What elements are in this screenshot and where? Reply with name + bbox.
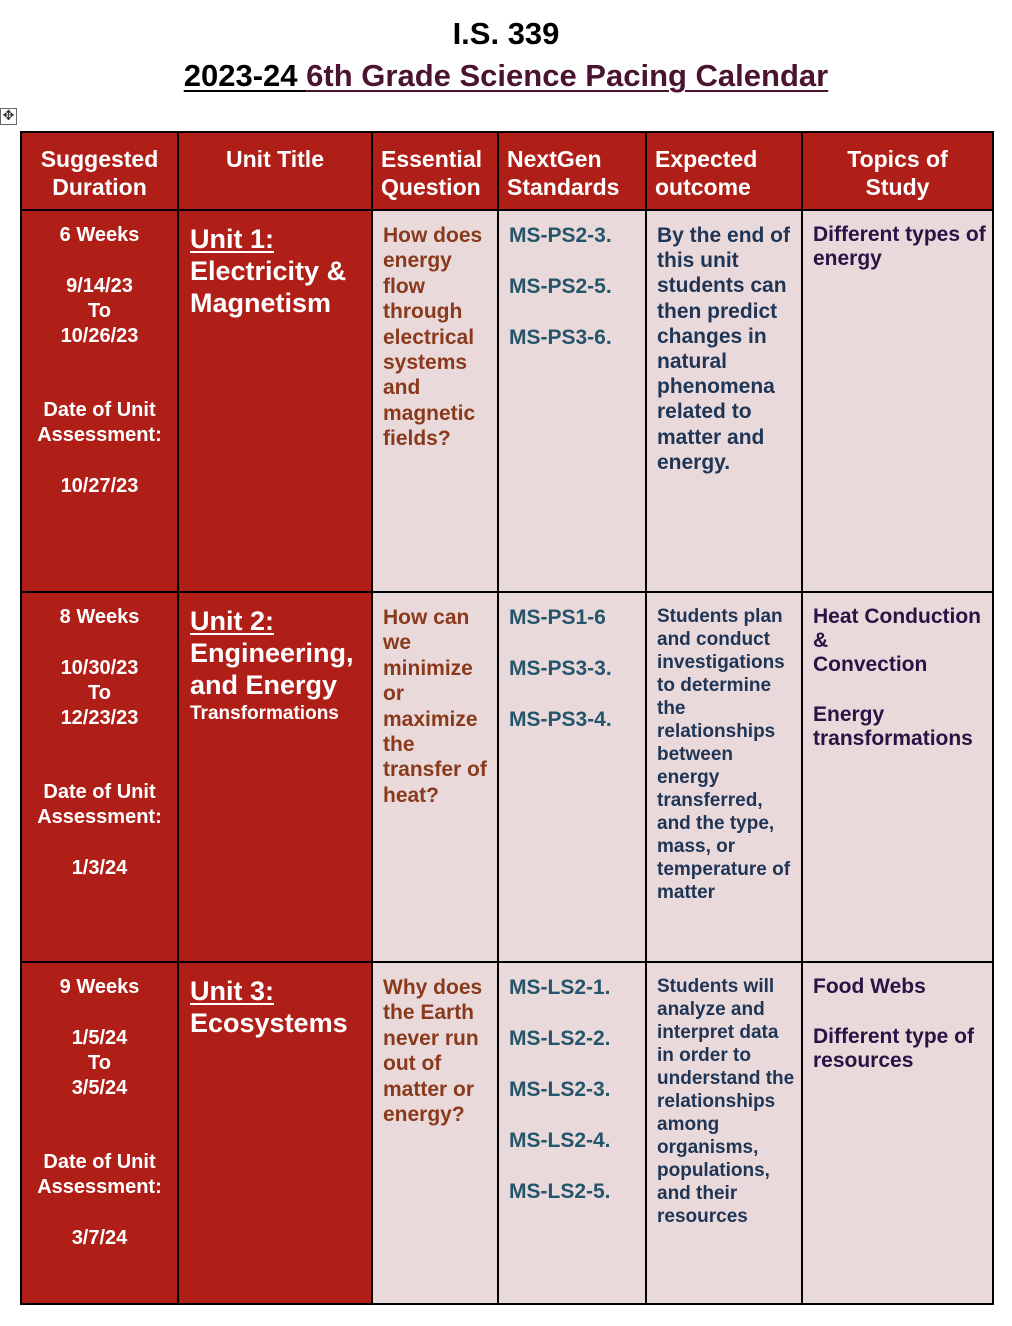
standards-cell: [498, 962, 646, 1304]
standard: MS-PS2-3.: [509, 224, 612, 247]
assessment-date: 3/7/24: [71, 1227, 128, 1249]
unit-title-cell: [178, 592, 372, 962]
unit-title-cell: [178, 962, 372, 1304]
to-label: To: [88, 682, 111, 704]
subtitle-space: [298, 58, 307, 93]
topic: Energy transformations: [813, 703, 973, 750]
topic: Heat Conduction: [813, 605, 981, 628]
unit-label: Unit 3:: [190, 976, 274, 1006]
unit-name-3: Transformations: [190, 703, 339, 724]
unit-title-cell: [178, 210, 372, 592]
standard: MS-PS3-3.: [509, 657, 612, 680]
unit-name: Engineering,: [190, 638, 354, 668]
start-date: 9/14/23: [66, 275, 133, 297]
expected-outcome-cell: Students will analyze and interpret data in order to understand the relationships among organisms, populations, and their resources: [646, 962, 802, 1304]
topics-cell: [802, 962, 993, 1304]
standards-cell: [498, 210, 646, 592]
pacing-calendar-table: [20, 131, 994, 1305]
expected-outcome-cell: By the end of this unit students can then predict changes in natural phenomena related to matter and energy.: [646, 210, 802, 592]
unit-name-2: and Energy: [190, 670, 338, 700]
topic: Food Webs: [813, 975, 926, 998]
table-row: [21, 592, 993, 962]
subtitle-year: 2023-24: [183, 58, 298, 93]
standard: MS-LS2-4.: [509, 1129, 611, 1152]
standard: MS-PS1-6: [509, 606, 606, 629]
assessment-label-2: Assessment:: [37, 424, 162, 446]
standard: MS-LS2-1.: [509, 976, 611, 999]
weeks: 9 Weeks: [59, 976, 140, 998]
table-row: [21, 962, 993, 1304]
assessment-date: 10/27/23: [60, 475, 139, 497]
essential-question-cell: Why does the Earth never run out of matter or energy?: [372, 962, 498, 1304]
standard: MS-PS3-6.: [509, 326, 612, 349]
end-date: 10/26/23: [60, 325, 139, 347]
to-label: To: [88, 1052, 111, 1074]
topics-cell: [802, 592, 993, 962]
end-date: 12/23/23: [60, 707, 139, 729]
standard: MS-PS3-4.: [509, 708, 612, 731]
topics-cell: [802, 210, 993, 592]
expected-outcome-cell: Students plan and conduct investigations to determine the relationships between energy transferred, and the type, mass, or temperature of matter: [646, 592, 802, 962]
weeks: 8 Weeks: [59, 606, 140, 628]
assessment-label: Date of Unit: [43, 781, 156, 803]
unit-label: Unit 1:: [190, 224, 274, 254]
standards-cell: [498, 592, 646, 962]
essential-question-cell: How does energy flow through electrical systems and magnetic fields?: [372, 210, 498, 592]
topic: Different types of energy: [813, 223, 986, 270]
assessment-label: Date of Unit: [43, 399, 156, 421]
table-header-row: [21, 132, 993, 210]
start-date: 1/5/24: [71, 1027, 128, 1049]
assessment-label-2: Assessment:: [37, 1176, 162, 1198]
duration-cell: [21, 210, 178, 592]
table-move-handle-icon[interactable]: ✥: [0, 108, 17, 125]
duration-cell: [21, 962, 178, 1304]
standard: MS-LS2-3.: [509, 1078, 611, 1101]
standard: MS-LS2-2.: [509, 1027, 611, 1050]
standard: MS-LS2-5.: [509, 1180, 611, 1203]
assessment-label-2: Assessment:: [37, 806, 162, 828]
duration-cell: [21, 592, 178, 962]
to-label: To: [88, 300, 111, 322]
header-essential-question: Essential Question: [372, 132, 498, 210]
unit-label: Unit 2:: [190, 606, 274, 636]
header-standards: NextGen Standards: [498, 132, 646, 210]
unit-name: Ecosystems: [190, 1008, 348, 1038]
weeks: 6 Weeks: [59, 224, 140, 246]
standard: MS-PS2-5.: [509, 275, 612, 298]
page-title: I.S. 339: [452, 16, 560, 51]
calendar-subtitle: [0, 58, 1012, 94]
topic: Different type of resources: [813, 1025, 975, 1072]
subtitle-text: 6th Grade Science Pacing Calendar: [306, 58, 829, 93]
topic: Convection: [813, 653, 928, 676]
header-topics: Topics of Study: [802, 132, 993, 210]
unit-name: Electricity &: [190, 256, 347, 286]
topic: &: [813, 629, 829, 652]
start-date: 10/30/23: [60, 657, 139, 679]
header-unit-title: Unit Title: [178, 132, 372, 210]
essential-question-cell: How can we minimize or maximize the transfer of heat?: [372, 592, 498, 962]
assessment-date: 1/3/24: [71, 857, 128, 879]
header-duration: Suggested Duration: [21, 132, 178, 210]
assessment-label: Date of Unit: [43, 1151, 156, 1173]
header-expected-outcome: Expected outcome: [646, 132, 802, 210]
unit-name-2: Magnetism: [190, 288, 332, 318]
end-date: 3/5/24: [71, 1077, 128, 1099]
table-row: [21, 210, 993, 592]
